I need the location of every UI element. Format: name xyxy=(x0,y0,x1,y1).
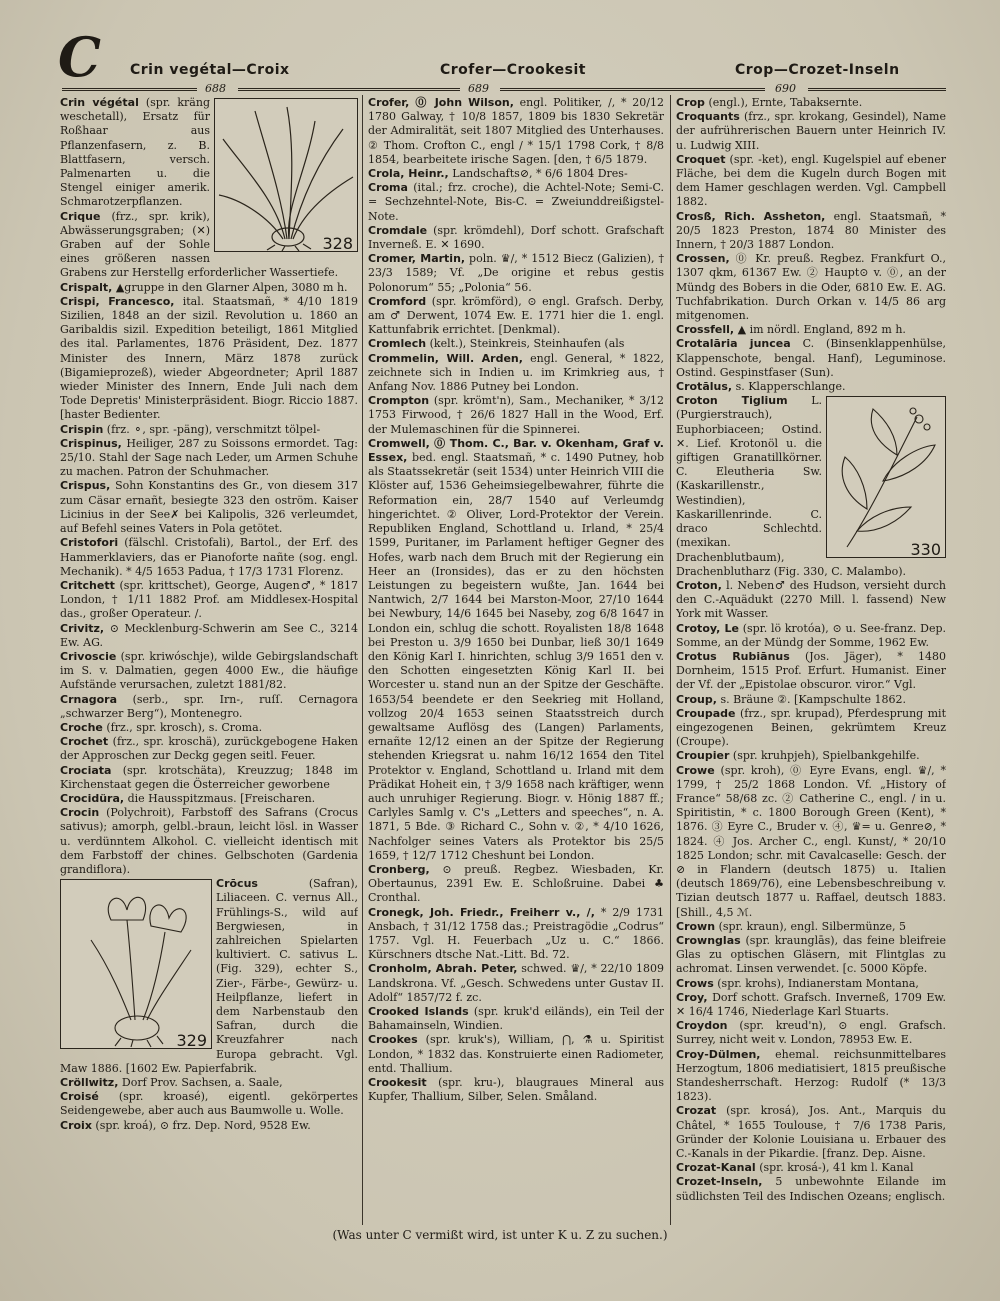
entry-headword: Crispi, Francesco, xyxy=(60,294,175,308)
entry-headword: Crotalāria juncea xyxy=(676,337,791,351)
dictionary-entry xyxy=(368,352,664,395)
dictionary-entry xyxy=(368,437,664,863)
entry-headword: Crnagora xyxy=(60,692,118,706)
dictionary-entry xyxy=(676,252,946,323)
entry-text: ital. Staatsmañ, * 4/10 1819 Sizilien, 1848 an der sizil. Revolution u. 1860 an Garibaldis sizil. Expedition beteiligt, 1861 Mitglied des ital. Parlamentes, 1876 Präsident, Dez. 1877 Minister des Innern, März 1878 zurück (Bigamieprozeß), wieder Abgeordneter; April 1887 wieder Minister des Innern, Ende Juli nach dem Tode Depretis' Ministerpräsident. Biogr. Riccio 1887. [haster Bedienter. xyxy=(60,294,358,422)
dictionary-entry xyxy=(60,423,358,437)
dictionary-entry xyxy=(60,650,358,693)
dictionary-entry xyxy=(676,1161,946,1175)
entry-headword: Crownglas xyxy=(676,933,741,947)
entry-headword: Critchett xyxy=(60,578,115,592)
dictionary-entry xyxy=(368,1005,664,1033)
dictionary-entry xyxy=(60,622,358,650)
entry-text: ⊙ preuß. Regbez. Wiesbaden, Kr. Obertaunus, 2391 Ew. E. Schloßruine. Dabei ♣ Cronthal. xyxy=(368,862,664,905)
entry-text: ⊙ Mecklenburg-Schwerin am See C., 3214 Ew. AG. xyxy=(60,621,358,649)
entry-text: (spr. kroá), ⊙ frz. Dep. Nord, 9528 Ew. xyxy=(95,1118,311,1132)
dictionary-entry xyxy=(368,224,664,252)
entry-text: (spr. kruk's), William, ⋂, ⚗ u. Spiritist London, * 1832 das. Konstruierte einen Radiometer, entd. Thallium. xyxy=(368,1033,664,1075)
entry-text: (spr. krosá-), 41 km l. Kanal xyxy=(759,1161,914,1175)
dictionary-entry xyxy=(676,380,946,394)
dictionary-entry xyxy=(676,693,946,707)
entry-text: engl. Politiker, /, * 20/12 1780 Galway, † 10/8 1857, 1809 bis 1830 Sekretär der Admiralität, seit 1807 Mitglied des Unterhauses. ② Thom. Crofton C., engl / * 15/1 1798 Cork, † 8/8 1854, bearbeitete irische Sagen. [den, † 6/5 1879. xyxy=(368,96,664,166)
entry-text: C. (Binsenklappenhülse, Klappenschote, bengal. Hanf), Leguminose. Ostind. Gespinstfaser (Sun). xyxy=(676,337,946,379)
dictionary-entry xyxy=(60,1076,358,1090)
figure-329 xyxy=(60,879,212,1049)
entry-text: Dorf schott. Grafsch. Inverneß, 1709 Ew. ✕ 16/4 1746, Niederlage Karl Stuarts. xyxy=(676,990,946,1018)
entry-headword: Croix xyxy=(60,1118,92,1132)
entry-text: (frz., spr. krosch), s. Croma. xyxy=(106,720,263,734)
dictionary-entry xyxy=(368,863,664,906)
entry-text: (spr. kroh), ⓪ Eyre Evans, engl. ♛/, * 1799, † 25/2 1868 London. Vf. „History of France“ 58/68 zc. ② Catherine C., engl. / in u. Spiritistin, * c. 1800 Borough Green (Kent), * 1876. ③ Eyre C., Bruder v. ④, ♛= u. Genre⊘, * 1824. ④ Jos. Archer C., engl. Kunst/, * 20/10 1825 London; schr. mit Cavalcaselle: Gesch. der ⊘ in Flandern (deutsch 1875) u. Italien (deutsch 1869/76), eine Lebensbeschreibung v. Tizian deutsch 1877 u. Raffael, deutsch 1883. [Shill., 4,5 ℳ. xyxy=(676,763,946,919)
dictionary-entry xyxy=(676,749,946,763)
entry-text: schwed. ♛/, * 22/10 1809 Landskrona. Vf. „Gesch. Schwedens unter Gustav II. Adolf“ 1857/72 f. zc. xyxy=(368,962,664,1004)
column-divider xyxy=(362,95,363,1225)
dictionary-entry xyxy=(368,1033,664,1076)
dictionary-entry xyxy=(676,707,946,750)
entry-headword: Crispinus, xyxy=(60,436,122,450)
dictionary-entry xyxy=(368,181,664,224)
entry-text: ▲gruppe in den Glarner Alpen, 3080 m h. xyxy=(115,280,348,294)
entry-text: ⓪ Kr. preuß. Regbez. Frankfurt O., 1307 qkm, 61367 Ew. ② Haupt⊙ v. ⓪, an der Mündg des Bobers in die Oder, 6810 Ew. E. AG. Tuchfabrikation. Durch Orkan v. 14/5 86 arg mitgenomen. xyxy=(676,252,946,323)
entry-headword: Crofer, ⓪ John Wilson, xyxy=(368,96,514,109)
page-number-right: 690 xyxy=(775,82,796,95)
entry-headword: Croma xyxy=(368,181,408,195)
column-title-middle: Crofer—Crookesit xyxy=(440,62,586,78)
entry-headword: Cröllwitz, xyxy=(60,1076,119,1090)
entry-text: (spr. -ket), engl. Kugelspiel auf ebener Fläche, bei dem die Kugeln durch Bogen mit dem Hamer geschlagen werden. Vgl. Campbell 1882. xyxy=(676,152,946,209)
entry-headword: Croquet xyxy=(676,152,726,166)
entry-headword: Crooked Islands xyxy=(368,1005,469,1018)
dictionary-entry xyxy=(368,337,664,351)
dictionary-entry xyxy=(676,991,946,1019)
entry-text: poln. ♛/, * 1512 Biecz (Galizien), † 23/3 1589; Vf. „De origine et rebus gestis Polonorum“ 55; „Polonia“ 56. xyxy=(368,252,664,294)
entry-headword: Crows xyxy=(676,976,714,990)
entry-headword: Crop xyxy=(676,96,705,109)
entry-text: L. (Purgierstrauch), Euphorbiaceen; Ostind. ✕. Lief. Krotonöl u. die giftigen Granatillkörner. C. Eleutheria Sw. (Kaskarillenstr., Westindien), Kaskarillenrinde. C. draco Schlechtd. (mexikan. Drachenblutbaum), Drachenblutharz (Fig. 330, C. Malambo). xyxy=(676,394,906,578)
dictionary-entry xyxy=(368,295,664,338)
entry-headword: Crosß, Rich. Assheton, xyxy=(676,209,826,223)
entry-headword: Crompton xyxy=(368,394,430,408)
column-divider xyxy=(670,95,671,1225)
entry-headword: Croton Tiglium xyxy=(676,394,788,408)
dictionary-entry xyxy=(676,1104,946,1161)
dictionary-entry xyxy=(60,764,358,792)
entry-headword: Crocidüra, xyxy=(60,791,125,805)
entry-headword: Crozet-Inseln, xyxy=(676,1175,763,1189)
entry-headword: Crique xyxy=(60,209,101,223)
entry-headword: Cromdale xyxy=(368,223,428,237)
entry-text: (fälschl. Cristofali), Bartol., der Erf. des Hammerklaviers, das er Pianoforte nañte (sog. engl. Mechanik). * 4/5 1653 Padua, † 17/3 1731 Florenz. xyxy=(60,536,358,578)
dictionary-entry xyxy=(676,650,946,693)
entry-headword: Crommelin, Will. Arden, xyxy=(368,351,523,365)
page-number-left: 688 xyxy=(205,82,226,95)
dictionary-entry xyxy=(60,479,358,536)
dictionary-entry xyxy=(676,977,946,991)
dictionary-entry xyxy=(60,721,358,735)
entry-list xyxy=(676,96,946,1204)
entry-text: (spr. kruhpjeh), Spielbankgehilfe. xyxy=(732,749,920,763)
entry-text: (engl.), Ernte, Tabaksernte. xyxy=(708,96,863,109)
dictionary-entry xyxy=(676,110,946,153)
entry-text: (ital.; frz. croche), die Achtel-Note; Semi-C. = Sechzehntel-Note, Bis-C. = Zweiunddreißigstel-Note. xyxy=(368,181,664,223)
entry-text: (spr. krömdehl), Dorf schott. Grafschaft Inverneß. E. ✕ 1690. xyxy=(368,223,664,252)
entry-headword: Cromford xyxy=(368,294,427,308)
dictionary-entry xyxy=(676,1019,946,1047)
header-rule xyxy=(500,88,765,91)
entry-text: s. Klapperschlange. xyxy=(735,380,846,394)
entry-headword: Cromlech xyxy=(368,337,427,351)
dictionary-entry xyxy=(60,1090,358,1118)
entry-headword: Crozat xyxy=(676,1104,717,1118)
entry-text: (frz. ⚬, spr. -päng), verschmitzt tölpel- xyxy=(106,422,321,436)
entry-headword: Crocin xyxy=(60,806,100,820)
entry-headword: Crochet xyxy=(60,735,109,749)
entry-text: (spr. kraun), engl. Silbermünze, 5 xyxy=(718,919,906,933)
header-rule xyxy=(808,88,946,91)
dictionary-entry xyxy=(676,920,946,934)
entry-text: engl. General, * 1822, zeichnete sich in Indien u. im Krimkrieg aus, † Anfang Nov. 1886 Putney bei London. xyxy=(368,351,664,394)
dictionary-entry xyxy=(60,295,358,423)
entry-text: (frz., spr. krokang, Gesindel), Name der aufrührerischen Bauern unter Heinrich IV. u. Ludwig XIII. xyxy=(676,110,946,152)
entry-text: (frz., spr. kroschä), zurückgebogene Haken der Approschen zur Deckg gegen seitl. Feuer. xyxy=(60,735,358,763)
plant-illustration xyxy=(215,99,357,251)
dictionary-entry xyxy=(368,252,664,295)
dictionary-entry xyxy=(60,806,358,877)
entry-headword: Crozat-Kanal xyxy=(676,1161,756,1175)
entry-headword: Crivitz, xyxy=(60,621,105,635)
entry-text: bed. engl. Staatsmañ, * c. 1490 Putney, hob als Staatssekretär (seit 1534) unter Heinrich VIII die Klöster auf, 1536 Geheimsiegelbewahrer, führte die Reformation ein, 28/7 1540 auf Verleumdg hingerichtet. ② Oliver, Lord-Protektor der Verein. Republiken England, Schottland u. Irland, * 25/4 1599, Puritaner, im Parlament heftiger Gegner des Hofes, warb nach dem Bruch mit der Regierung ein Heer an (Ironsides), das er zu den höchsten Leistungen zu begeistern wußte, Jan. 1644 bei Nantwich, 2/7 1644 bei Marston-Moor, 27/10 1644 bei Newbury, 14/6 1645 bei Naseby, zog 6/8 1647 in London ein, schlug die schott. Royalisten 18/8 1648 bei Preston u. 3/9 1650 bei Dunbar, ließ 30/1 1649 den König Karl I. hinrichten, schlug 3/9 1651 den v. den Schotten eingesetzten König Karl II. bei Worcester u. stand nun an der Spitze der Geschäfte. 1653/54 beendete er den Seekrieg mit Holland, vollzog 20/4 1653 seinen Staatsstreich durch gewaltsame Auflösg des (Langen) Parlaments, ernañte 12/12 einen an der Spitze der Regierung stehenden Kriegsrat u. nahm 16/12 1654 den Titel Protektor v. England, Schottland u. Irland mit dem Prädikat Hoheit ein, † 3/9 1658 nach kräftiger, wenn auch unruhiger Regierung. Biogr. v. Hönig 1887 ff.; Carlyles Samlg v. C's „Letters and speeches“, n. A. 1871, 5 Bde. ③ Richard C., Sohn v. ②, * 4/10 1626, Nachfolger seines Vaters als Protektor bis 25/5 1659, † 12/7 1712 Cheshunt bei London. xyxy=(368,451,664,862)
entry-headword: Crookes xyxy=(368,1033,418,1047)
header-rule xyxy=(62,88,197,91)
entry-text: * 2/9 1731 Ansbach, † 31/12 1758 das.; Preistragödie „Codrus“ 1757. Vgl. H. Feuerbach „Uz u. C.“ 1866. Kürschners dtsche Nat.-Litt. Bd. 72. xyxy=(368,905,664,962)
entry-text: ▲ im nördl. England, 892 m h. xyxy=(737,323,906,337)
entry-text: (spr. krotschäta), Kreuzzug; 1848 im Kirchenstaat gegen die Österreicher geworbene xyxy=(60,763,358,791)
entry-headword: Crown xyxy=(676,919,716,933)
entry-text: (spr. krohs), Indianerstam Montana, xyxy=(717,976,919,990)
dictionary-entry xyxy=(676,622,946,650)
entry-text: (Safran), Liliaceen. C. vernus All., Frühlings-S., wild auf Bergwiesen, in zahlreichen Spielarten kultiviert. C. sativus L. (Fig. 329), echter S., Zier-, Färbe-, Gewürz- u. Heilpflanze, liefert in dem Narbenstaub den Safran, durch die Kreuzfahrer nach Europa gebracht. Vgl. Maw 1886. [1602 Ew. Papierfabrik. xyxy=(60,877,358,1075)
dictionary-entry xyxy=(60,281,358,295)
figure-number: 328 xyxy=(322,233,353,253)
entry-text: (Jos. Jäger), * 1480 Dornheim, 1515 Prof. Erfurt. Humanist. Einer der Vf. der „Epistolae obscuror. viror.“ Vgl. xyxy=(676,649,946,692)
entry-headword: Croupier xyxy=(676,749,730,763)
entry-text: (spr. krömförd), ⊙ engl. Grafsch. Derby, am ♂ Derwent, 1074 Ew. E. 1771 hier die 1. engl. Kattunfabrik errichtet. [Denkmal). xyxy=(368,294,664,337)
dictionary-entry xyxy=(676,337,946,380)
entry-headword: Crin végétal xyxy=(60,96,139,109)
entry-headword: Croy-Dülmen, xyxy=(676,1047,761,1061)
entry-headword: Crola, Heinr., xyxy=(368,167,449,181)
entry-headword: Crotoy, Le xyxy=(676,621,739,635)
entry-list xyxy=(368,96,664,1104)
figure-number: 330 xyxy=(910,540,941,560)
entry-text: (spr. kreud'n), ⊙ engl. Grafsch. Surrey, nicht weit v. London, 78953 Ew. E. xyxy=(676,1019,946,1047)
dictionary-entry xyxy=(60,536,358,579)
entry-text: (spr. kru-), blaugraues Mineral aus Kupfer, Thallium, Silber, Selen. Småland. xyxy=(368,1076,664,1104)
dictionary-entry xyxy=(676,96,946,110)
dictionary-entry xyxy=(60,579,358,622)
page-footer-note: (Was unter C vermißt wird, ist unter K u. Z zu suchen.) xyxy=(332,1228,668,1242)
entry-headword: Crispalt, xyxy=(60,280,113,294)
dictionary-entry xyxy=(60,792,358,806)
column-middle xyxy=(368,96,664,1226)
column-right xyxy=(676,96,946,1226)
entry-headword: Cromwell, ⓪ Thom. C., Bar. v. Okenham, Graf v. Essex, xyxy=(368,436,664,465)
entry-headword: Crociata xyxy=(60,763,112,777)
dictionary-entry xyxy=(676,210,946,253)
section-letter: C xyxy=(58,25,101,89)
entry-headword: Crookesit xyxy=(368,1076,427,1090)
entry-headword: Crossen, xyxy=(676,252,730,266)
entry-text: (spr. kroasé), eigentl. gekörpertes Seidengewebe, aber auch aus Baumwolle u. Wolle. xyxy=(60,1090,358,1118)
dictionary-entry xyxy=(60,693,358,721)
entry-headword: Croupade xyxy=(676,706,736,720)
dictionary-entry xyxy=(676,153,946,210)
entry-headword: Crowe xyxy=(676,763,715,777)
croton-illustration xyxy=(827,397,945,560)
dictionary-entry xyxy=(368,96,664,167)
entry-text: (frz., spr. krupad), Pferdesprung mit eingezogenen Beinen, gekrümtem Kreuz (Croupe). xyxy=(676,706,946,749)
entry-headword: Crōcus xyxy=(216,877,258,891)
entry-text: ehemal. reichsunmittelbares Herzogtum, 1806 mediatisiert, 1815 preußische Standesherrschaft. Herzog: Rudolf (* 13/3 1823). xyxy=(676,1047,946,1104)
entry-text: (serb., spr. Irn-, ruſſ. Cernagora „schwarzer Berg“), Montenegro. xyxy=(60,692,358,720)
column-title-right: Crop—Crozet-Inseln xyxy=(735,62,900,78)
entry-headword: Crotus Rubiānus xyxy=(676,649,790,663)
entry-text: (spr. kraunglās), das feine bleifreie Glas zu optischen Gläsern, mit Flintglas zu achromat. Linsen verwendet. [c. 5000 Köpfe. xyxy=(676,933,946,976)
entry-headword: Croquants xyxy=(676,110,740,124)
page-number-middle: 689 xyxy=(468,82,489,95)
dictionary-entry xyxy=(676,764,946,920)
entry-text: (spr. lö krotóa), ⊙ u. See-franz. Dep. Somme, an der Mündg der Somme, 1962 Ew. xyxy=(676,621,946,649)
entry-text: s. Bräune ②. [Kampschulte 1862. xyxy=(720,692,906,706)
entry-text: Heiliger, 287 zu Soissons ermordet. Tag: 25/10. Stahl der Sage nach Leder, um Armen Schuhe zu machen. Patron der Schuhmacher. xyxy=(60,436,358,479)
entry-headword: Croche xyxy=(60,720,103,734)
figure-328 xyxy=(214,98,358,252)
entry-text: (spr. kriwóschje), wilde Gebirgslandschaft im S. v. Dalmatien, gegen 4000 Ew., die häufige Aufstände verursachen, zuletzt 1881/82. xyxy=(60,649,358,692)
entry-text: l. Neben♂ des Hudson, versieht durch den C.-Aquädukt (2270 Mill. l. fassend) New York mit Wasser. xyxy=(676,578,946,621)
entry-headword: Cronholm, Abrah. Peter, xyxy=(368,962,518,976)
entry-text: Dorf Prov. Sachsen, a. Saale, xyxy=(121,1076,283,1090)
entry-headword: Croy, xyxy=(676,990,708,1004)
entry-text: die Hausspitzmaus. [Freischaren. xyxy=(127,791,316,805)
dictionary-entry xyxy=(676,1175,946,1203)
entry-headword: Cronberg, xyxy=(368,862,430,876)
entry-text: (kelt.), Steinkreis, Steinhaufen (als xyxy=(429,337,625,351)
entry-text: Sohn Konstantins des Gr., von diesem 317 zum Cäsar ernañt, besiegte 323 den oström. Kaiser Licinius in der See✗ bei Kalipolis, 326 verleumdet, auf Befehl seines Vaters in Pola getötet. xyxy=(60,479,358,536)
entry-text: (Polychroit), Farbstoff des Safrans (Crocus sativus); amorph, gelbl.-braun, leicht lösl. in Wasser u. verdünntem Alkohol. C. vielleicht identisch mit dem Farbstoff der chines. Gelbschoten (Gardenia grandiflora). xyxy=(60,806,358,876)
entry-text: (spr. krittschet), George, Augen♂, * 1817 London, † 1/11 1882 Prof. am Middlesex-Hospital das., großer Operateur. /. xyxy=(60,578,358,621)
entry-text: (spr. kruk'd eiländs), ein Teil der Bahamainseln, Windien. xyxy=(368,1005,664,1033)
entry-text: (spr. kräng weschetall), Ersatz für Roßhaar aus Pflanzenfasern, z. B. Blattfasern, versch. Palmenarten u. die Stengel einiger amerik. Schmarotzerpflanzen. xyxy=(60,96,210,209)
dictionary-entry xyxy=(60,1119,358,1133)
dictionary-entry xyxy=(368,962,664,1005)
entry-text: (spr. krömt'n), Sam., Mechaniker, * 3/12 1753 Firwood, † 26/6 1827 Hall in the Wood, Erf. der Mulemaschinen für die Spinnerei. xyxy=(368,394,664,436)
entry-text: 5 unbewohnte Eilande im südlichsten Teil des Indischen Ozeans; englisch. xyxy=(676,1175,946,1203)
entry-text: (spr. krosá), Jos. Ant., Marquis du Châtel, * 1655 Toulouse, † 7/6 1738 Paris, Gründer der Kolonie Louisiana u. Erbauer des C.-Kanals in der Pikardie. [franz. Dep. Aisne. xyxy=(676,1104,946,1161)
entry-headword: Cristofori xyxy=(60,536,119,550)
dictionary-entry xyxy=(676,1048,946,1105)
dictionary-entry xyxy=(368,1076,664,1104)
figure-number: 329 xyxy=(176,1030,207,1050)
entry-headword: Crispin xyxy=(60,422,104,436)
entry-headword: Cronegk, Joh. Friedr., Freiherr v., /, xyxy=(368,905,595,919)
header-rule xyxy=(238,88,460,91)
entry-headword: Crotālus, xyxy=(676,380,733,394)
entry-headword: Crivoscie xyxy=(60,649,117,663)
column-title-left: Crin vegétal—Croix xyxy=(130,62,290,78)
figure-330 xyxy=(826,396,946,558)
entry-text: Landschafts⊘, * 6/6 1804 Dres- xyxy=(452,167,628,181)
entry-headword: Croydon xyxy=(676,1019,728,1033)
entry-headword: Crispus, xyxy=(60,479,111,493)
dictionary-entry xyxy=(368,167,664,181)
column-left xyxy=(60,96,358,1226)
entry-headword: Crossfell, xyxy=(676,323,735,337)
dictionary-entry xyxy=(676,323,946,337)
entry-headword: Croton, xyxy=(676,578,722,592)
entry-headword: Croup, xyxy=(676,692,717,706)
dictionary-entry xyxy=(60,735,358,763)
entry-headword: Croisé xyxy=(60,1090,99,1104)
entry-text: (frz., spr. krik), Abwässerungsgraben; (✕) Graben auf der Sohle eines größeren nassen Grabens zur Herstellg erforderlicher Wassertiefe. xyxy=(60,209,339,280)
dictionary-entry xyxy=(368,906,664,963)
dictionary-entry xyxy=(676,934,946,977)
entry-text: engl. Staatsmañ, * 20/5 1823 Preston, 1874 80 Minister des Innern, † 20/3 1887 London. xyxy=(676,209,946,252)
dictionary-entry xyxy=(60,437,358,480)
dictionary-entry xyxy=(676,579,946,622)
crocus-illustration xyxy=(61,880,211,1048)
dictionary-entry xyxy=(368,394,664,437)
entry-headword: Cromer, Martin, xyxy=(368,252,466,266)
